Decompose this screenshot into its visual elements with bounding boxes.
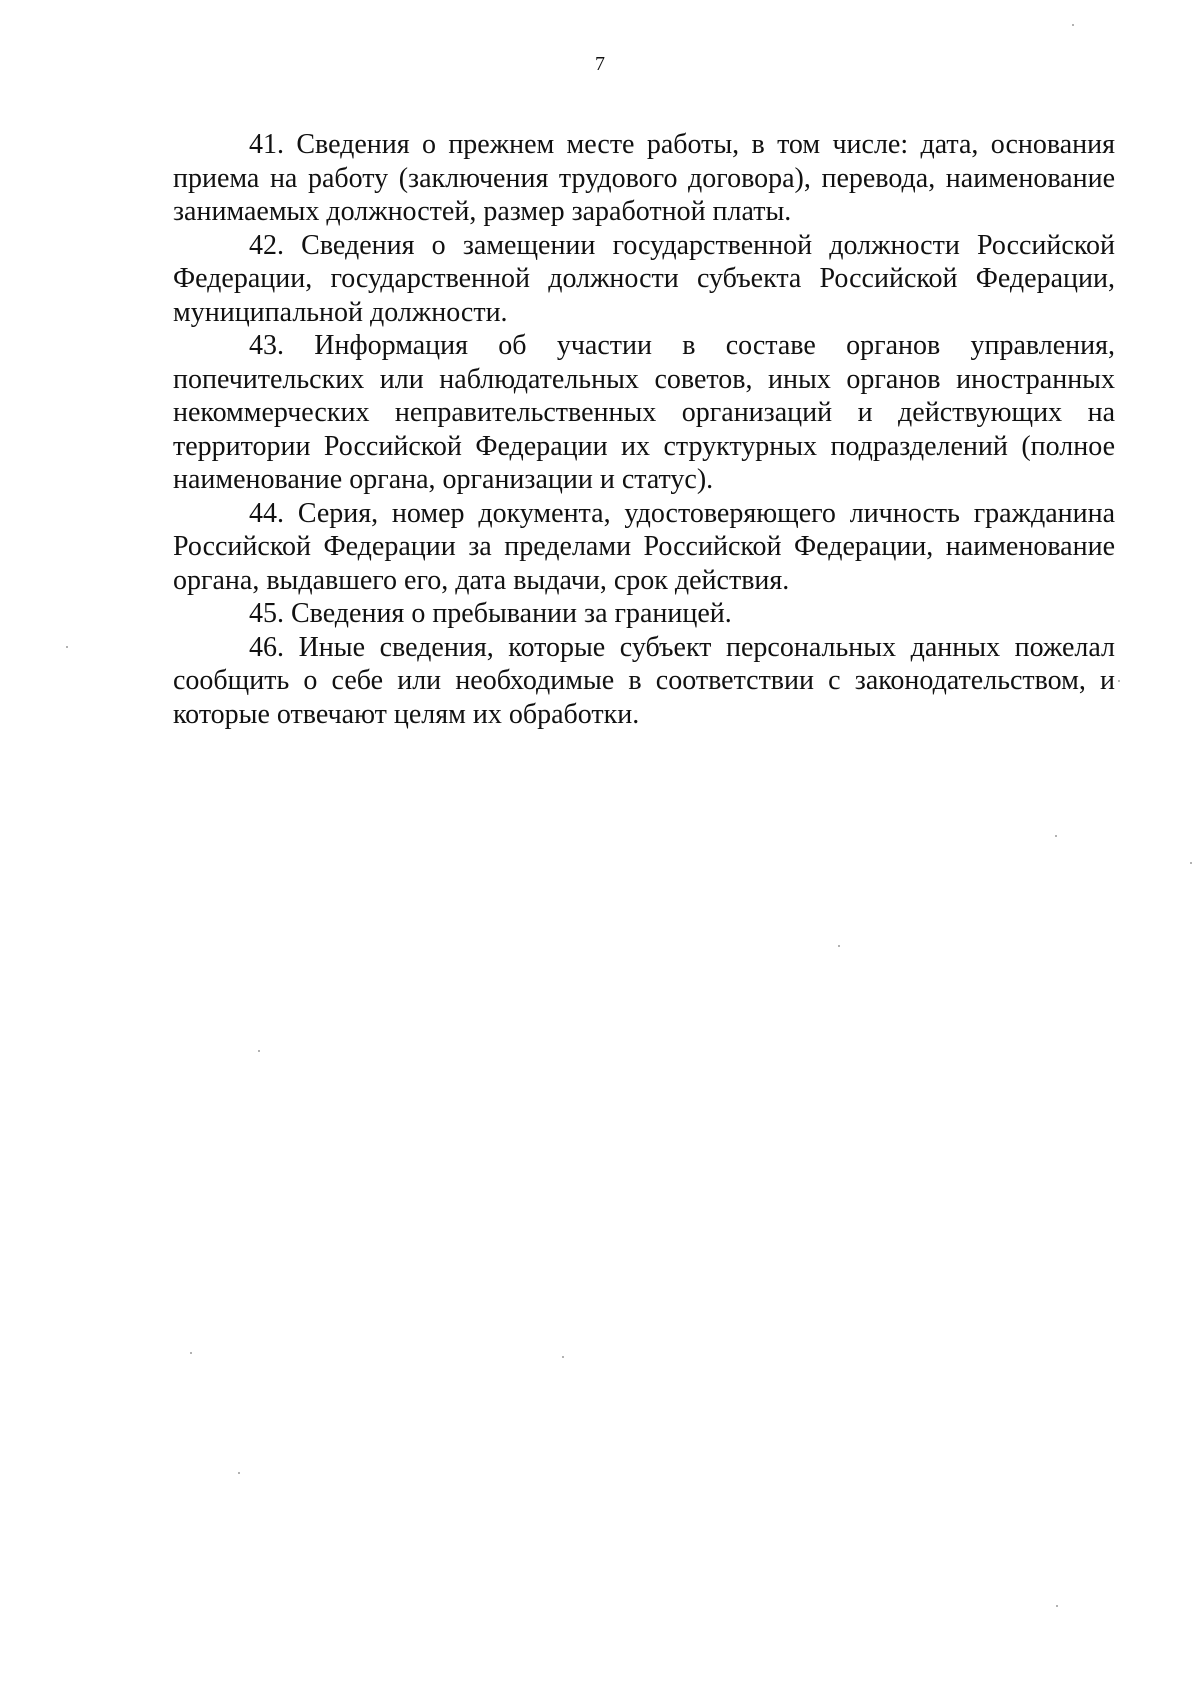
scan-speck [238, 1472, 240, 1474]
scan-speck [1072, 24, 1074, 26]
scan-speck [1118, 680, 1120, 682]
paragraph-44: 44. Серия, номер документа, удостоверяющего личность гражданина Российской Федерации за пределами Российской Федерации, наименование органа, выдавшего его, дата выдачи, срок действия. [173, 497, 1115, 596]
paragraph-45: 45. Сведения о пребывании за границей. [249, 598, 732, 629]
scan-speck [838, 945, 840, 947]
paragraph-41: 41. Сведения о прежнем месте работы, в том числе: дата, основания приема на работу (заключения трудового договора), перевода, наименование занимаемых должностей, размер заработной платы. [173, 129, 1115, 227]
scan-speck [66, 646, 68, 648]
scan-speck [562, 1356, 564, 1358]
scan-speck [190, 1352, 192, 1354]
page-number: 7 [595, 53, 605, 75]
paragraph-42: 42. Сведения о замещении государственной должности Российской Федерации, государственной должности субъекта Российской Федерации, муниципальной должности. [173, 229, 1115, 328]
scan-speck [258, 1050, 260, 1052]
document-body [173, 128, 1115, 731]
scan-speck [1056, 1605, 1058, 1607]
paragraph-43: 43. Информация об участии в составе органов управления, попечительских или наблюдательных советов, иных органов иностранных некоммерческих неправительственных организаций и действующих на территории Российской Федерации их структурных подразделений (полное наименование органа, организации и статус). [173, 330, 1115, 495]
scan-speck [1055, 835, 1057, 837]
scan-speck [1190, 862, 1192, 864]
paragraph-46: 46. Иные сведения, которые субъект персональных данных пожелал сообщить о себе или необходимые в соответствии с законодательством, и которые отвечают целям их обработки. [173, 631, 1115, 730]
